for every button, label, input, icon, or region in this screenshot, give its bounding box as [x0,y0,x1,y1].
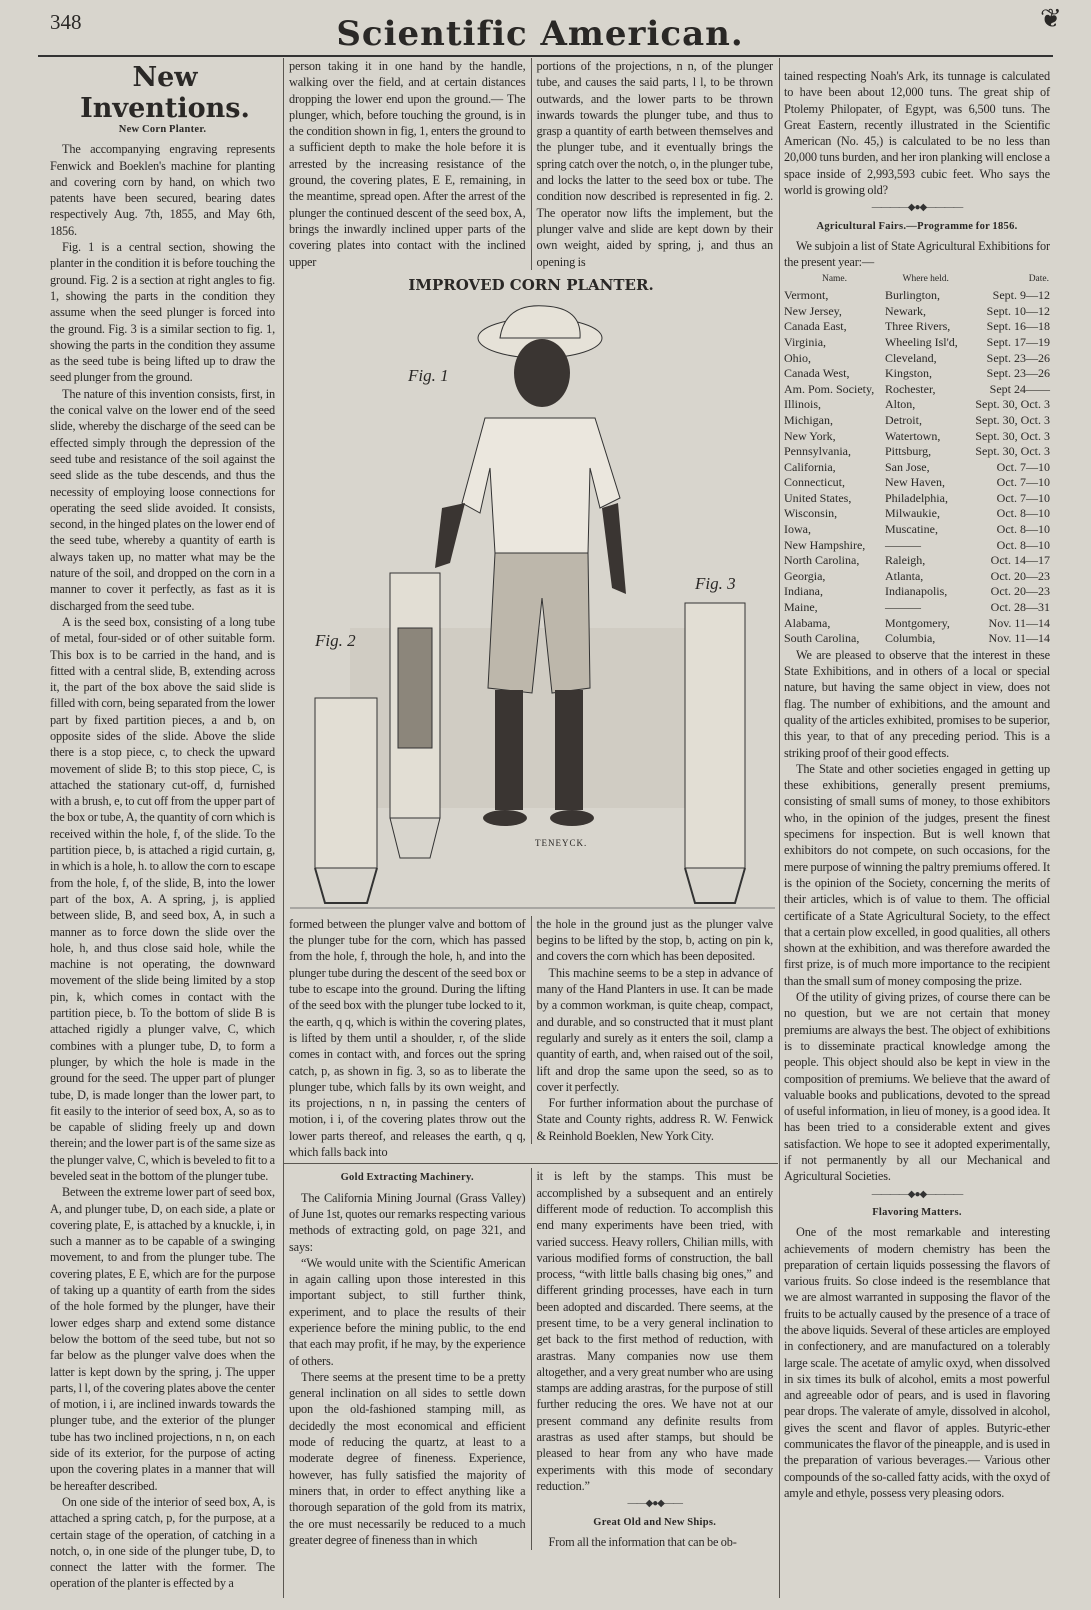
table-row [784,397,1050,413]
fair-name: New York, [784,428,836,443]
fair-name: Am. Pom. Society, [784,381,875,396]
paragraph: The California Mining Journal (Grass Valley) of June 1st, quotes our remarks respecting various methods of extracting gold, on page 321, and says: [289,1190,526,1254]
paragraph: “We would unite with the Scientific American in again calling upon those interested in this important subject, to still further think, experiment, and to place the results of their experience before the mining public, to the end that each may profit, if he may, by the experience of others. [289,1255,526,1368]
below-illustration-columns [284,916,778,1160]
article-continuation [284,916,531,1160]
paragraph: A is the seed box, consisting of a long tube of metal, four-sided or of other suitable form. This box is to be carried in the hand, and is fitted with a central slide, B, extending across it, the part of the box above the said slide is filled with corn, being separated from the lower part by fixed partition pieces, a and b, on opposite sides of the slide. Above the slide there is a stop piece, c, to check the upward movement of slide B; to this stop piece, C, is attached the stationary cut-off, d, furnished with a brush, e, to cut off from the upper part of the box or tube, A, the quantity of corn which is received within the hole, f, of the slide. To the partition piece, b, is attached a rigid curtain, g, in which is a hole, h. to allow the corn to escape from the hole, f, of the slide, B, into the lower part of the box, A. A spring, j, is applied between slide, B, and seed box, A, in such a manner as to force down the slide over the hole, h, and thus close said hole, while the machine is not operating, the downward movement of the slide being limited by a stop pin, k, which comes in contact with the partition piece, b. To the bottom of slide B is attached rigidly a plunger valve, C, which combines with a plunger tube, D, to form a plunger, by which the hole is made in the ground for the seed. The upper part of plunger tube, D, is made longer than the lower part, to fit easily to the interior of seed box, A, so as to be capable of sliding freely up and down therein; and the lower part is of the same size as the plunger valve, C, which is beveled to fit to a beveled seat in the bottom of the plunger tube. [50,614,275,1183]
fair-location: Kingston, [884,366,932,381]
paragraph: Between the extreme lower part of seed box, A, and plunger tube, D, on each side, a plate or covering plate, E, is attached by a knuckle, i, in such a manner as to be capable of a swinging movement, to and from the plunger tube. The covering plates, E E, which are for the purpose of taking up a quantity of earth from the sides of the hole formed by the plunger, have their lower edges sharp and extend some distance below the bottom of the seed tube, but not so far below as the plunger valve does when the latter is kept down by the spring, j. The upper parts, l l, of the covering plates above the center of motion, i i, are inclined inwards towards the plunger tube, and the exterior of the plunger tube has two inclined projections, n n, on each side of its exterior, for the purpose of acting upon the covering plates in a manner that will be hereafter described. [50,1185,275,1493]
article-heading: Agricultural Fairs.—Programme for 1856. [816,220,1018,232]
top-columns [284,58,778,270]
article-new-corn-planter [50,120,275,1592]
article-heading: New Corn Planter. [118,124,207,135]
column-header: Date. [1028,273,1049,284]
article-gold-extracting [284,1168,531,1548]
fair-name: California, [784,459,836,474]
page-number: 348 [50,10,82,34]
fair-date: Oct. 20—23 [990,568,1050,583]
fair-date: Nov. 11—14 [988,631,1050,646]
section-title: New Inventions. [80,62,250,124]
middle-section [284,58,778,1550]
fair-name: Pennsylvania, [784,444,851,459]
fair-date: Sept. 16—18 [986,319,1050,334]
fair-date: Sept. 30, Oct. 3 [975,428,1050,443]
paragraph: it is left by the stamps. This must be accomplished by a subsequent and an entirely different mode of reduction. To accomplish this end many experiments have been tried, with varied success. Heavy rollers, Chilian mills, with various modified forms of construction, the ball process, “with little balls chasing big ones,” and different grinding processes, have each in turn been adopted and discarded. There seems, at the present time, to be a very general inclination to get back to the first method of reduction, with arastras. Many companies now use them altogether, and a very great number who are using stamps are adding arastras, for the purpose of still further reducing the ores. We have not at our present command any definite results from arastras as used after stamps, but should be pleased to hear from any who have made experiments with this mode of secondary reduction.” [536,1169,773,1493]
fair-location: Atlanta, [884,568,924,583]
header-rule [38,55,1053,57]
fair-location: San Jose, [884,459,930,474]
fair-name: Georgia, [784,568,826,583]
fair-location: Rochester, [884,381,936,396]
fair-date: Sept. 9—12 [992,288,1050,303]
fair-name: Michigan, [784,412,833,427]
masthead: Scientific American. [336,14,744,54]
fair-location: Raleigh, [884,553,926,568]
table-row [784,366,1050,382]
section-rule [284,1163,778,1164]
fair-name: South Carolina, [784,631,860,646]
fair-name: Vermont, [784,288,829,303]
fair-location: Wheeling Isl'd, [884,334,958,349]
ornament-divider: ————◆●◆———— [871,202,963,214]
paragraph: From all the information that can be ob- [548,1534,737,1549]
fair-name: New Hampshire, [784,537,866,552]
paragraph: This machine seems to be a step in advance of many of the Hand Planters in use. It can be made by a common workman, is quite cheap, compact, and durable, and so constructed that it must plant regularly and surely as it enters the soil, clamp a quantity of earth, and, when raised out of the soil, lift and drop the same upon the seed, so as to cover it perfectly. [536,965,773,1094]
fair-name: Canada East, [784,319,847,334]
fair-name: Ohio, [784,350,811,365]
table-row [784,506,1050,522]
fair-date: Oct. 8—10 [996,522,1050,537]
fair-location: Montgomery, [884,615,950,630]
fair-name: Indiana, [784,584,823,599]
ornament-divider: ——◆●◆—— [627,1498,682,1510]
article-continuation [284,58,531,270]
fair-name: North Carolina, [784,553,860,568]
column-rule [779,58,780,1598]
article-gold-extracting-cont [531,1168,779,1550]
table-row [784,569,1050,585]
article-heading: Gold Extracting Machinery. [340,1172,474,1184]
fair-location: Cleveland, [884,350,937,365]
paragraph: formed between the plunger valve and bottom of the plunger tube for the corn, which has passed from the hole, f, through the hole, h, and into the plunger tube during the descent of the seed box or tube to escape into the ground. During the lifting of the seed box with the plunger tube locked to it, the earth, q q, which is within the covering plates, is lifted by them until a shoulder, r, of the slide comes in contact with, and forces out the spring catch, p, as shown in fig. 3, so as to liberate the plunger tube, which falls by its own weight, and its projections, n n, in passing the centers of motion, i i, of the covering plates throw out the lower parts thereof, and releases the earth, q q, which falls back into [289,916,526,1160]
fair-date: Oct. 8—10 [996,506,1050,521]
paragraph: One of the most remarkable and interesting achievements of modern chemistry has been the preparation of certain liquids possessing the flavors of various fruits. So close indeed is the resemblance that we are almost warranted in supposing the flavor of the fruits to be actually caused by the presence of a trace of the above liquids. Several of these articles are employed in confectionery, and are manufactured on a tolerably large scale. The acetate of amylic oxyd, when dissolved in six times its bulk of alcohol, emits a most powerful and agreeable odor of pears, and is used in flavoring pear drops. The valerate of amyle, dissolved in alcohol, gives the scent and flavor of apples. Butyric-ether communicates the flavor of the pineapple, and is used in the preparation of various beverages.— Various other compounds of the so-called fatty acids, with the oxyd of amyle and ethyle, possess very pleasing odors. [784,1225,1050,1500]
table-row [784,491,1050,507]
fair-location: New Haven, [884,475,945,490]
right-column [784,68,1050,1501]
table-row [784,304,1050,320]
table-row [784,475,1050,491]
fair-date: Oct. 20—23 [990,584,1050,599]
fair-date: Sept. 10—12 [986,303,1050,318]
fair-location: ——— [884,537,921,552]
fair-location: ——— [884,600,921,615]
paragraph: The nature of this invention consists, first, in the conical valve on the lower end of the seed slide, whereby the discharge of the seed can be effected simply through the depression of the seed tube and resistance of the soil against the seed slide as the tube descends, and thus the necessity of employing loose connections for operating the seed slide avoided. It consists, second, in the hinged plates on the lower end of the seed tube, whereby a quantity of earth is always taken up, no matter what may be the nature of the soil, and dropped on the corn in a manner to cover it perfectly, as fast as it is discharged from the seed tube. [50,386,275,613]
corner-ornament: ❦ [1040,4,1062,33]
fair-name: New Jersey, [784,303,842,318]
fair-location: Burlington, [884,288,940,303]
fair-location: Pittsburg, [884,444,932,459]
fair-location: Muscatine, [884,522,938,537]
fair-date: Oct. 7—10 [996,475,1050,490]
column-header: Where held. [902,273,949,284]
fair-location: Columbia, [884,631,936,646]
fair-name: Wisconsin, [784,506,838,521]
fair-location: Indianapolis, [884,584,948,599]
table-row [784,335,1050,351]
fig3-label: Fig. 3 [695,573,736,593]
paragraph: Fig. 1 is a central section, showing the planter in the condition it is before touching the ground. Fig. 2 is a section at right angles to fig. 1, showing the parts in the condition they assume when the seed plunger is forced into the ground. Fig. 3 is a similar section to fig. 1, showing the parts in the condition they assume as the seed tube is being lifted up to draw the seed plunger from the ground. [50,240,275,385]
gold-columns [284,1168,778,1550]
table-row [784,429,1050,445]
paragraph: Of the utility of giving prizes, of course there can be no question, but we are not certain that money premiums are always the best. The object of exhibitions is to disseminate practical knowledge among the people. This object should also be kept in view in the composition of premiums. We believe that the award of valuable books and publications, devoted to the spread of useful information, in lieu of money, is a good idea. It has been tried to a considerable extent and gives satisfaction. We hope to see it adopted experimentally, if not permanently by all our Mechanical and Agricultural Societies. [784,990,1050,1184]
fair-date: Sept. 17—19 [986,334,1050,349]
fair-date: Sept. 30, Oct. 3 [975,397,1050,412]
table-row [784,522,1050,538]
fair-location: Alton, [884,397,916,412]
table-row [784,584,1050,600]
engraver-signature: TENEYCK. [535,837,588,848]
fair-name: Illinois, [784,397,822,412]
fair-name: Canada West, [784,366,850,381]
fair-date: Sept. 30, Oct. 3 [975,444,1050,459]
paragraph: We subjoin a list of State Agricultural Exhibitions for the present year:— [784,238,1050,270]
fair-date: Sept. 23—26 [986,366,1050,381]
fair-date: Oct. 28—31 [990,600,1050,615]
fair-location: Milwaukie, [884,506,940,521]
table-row [784,288,1050,304]
article-heading: Flavoring Matters. [872,1206,962,1218]
fair-date: Nov. 11—14 [988,615,1050,630]
fair-location: Detroit, [884,412,922,427]
table-row [784,319,1050,335]
article-heading: Great Old and New Ships. [593,1516,717,1528]
fig2-label: Fig. 2 [315,630,356,650]
engraving-image [290,298,775,916]
ornament-divider: ————◆●◆———— [871,1188,963,1200]
column-header: Name. [821,273,848,284]
fair-name: Alabama, [784,615,831,630]
paragraph: The State and other societies engaged in getting up these exhibitions, generally present premiums, consisting of small sums of money, to those exhibitors who, in the opinion of the judges, present the finest specimens for inspection. But is well known that exhibitors do not compete, on such occasions, for the mere purpose of winning the paltry premiums offered. It is the opinion of the Society, concerning the merits of their articles, which is of value to them. The official certificate of a State Agricultural Society, to the effect that a certain plow excelled, in good qualities, all others shown at the exhibition, and was therefore awarded the first prize, is of much more importance to the recipient than the small sum of money composing the prize. [784,761,1050,988]
fairs-table [784,271,1050,647]
fair-date: Sept 24—— [989,381,1050,396]
paragraph: person taking it in one hand by the handle, walking over the field, and at certain distances dropping the lower end upon the ground.— The plunger, which, before touching the ground, is in the condition shown in fig, 1, enters the ground to a sufficient depth to make the hole before it is arrested by the increasing resistance of the ground, the covering plates, E E, remaining, in the meantime, spread open. After the arrest of the plunger the continued descent of the seed box, A, brings the inwardly inclined upper parts of the covering plates into contact with the inclined upper [289,59,526,269]
table-row [784,538,1050,554]
table-row [784,600,1050,616]
table-row [784,351,1050,367]
fair-date: Sept. 30, Oct. 3 [975,412,1050,427]
fair-name: United States, [784,490,852,505]
fair-name: Maine, [784,600,818,615]
fair-location: Watertown, [884,428,941,443]
table-row [784,413,1050,429]
fig1-label: Fig. 1 [408,365,449,385]
paragraph: For further information about the purchase of State and County rights, address R. W. Fenwick & Reinhold Boeklen, New York City. [536,1096,773,1143]
paragraph: tained respecting Noah's Ark, its tunnage is calculated to have been about 12,000 tuns. The great ship of Ptolemy Philopater, of Egypt, was 6,500 tuns. The Great Eastern, recently illustrated in the Scientific American (No. 45,) is calculated to be no less than 20,000 tuns burden, and her iron planking will enclose a space inside of 2,993,593 cubic feet. Who says the world is growing old? [784,69,1050,198]
table-row [784,460,1050,476]
table-row [784,553,1050,569]
fair-date: Oct. 7—10 [996,459,1050,474]
paragraph: There seems at the present time to be a pretty general inclination on all sides to settle down upon the old-fashioned stamping mill, as decidedly the most economical and efficient mode of reducing the quartz, at least to a moderate degree of fineness. Experience, however, has fully satisfied the majority of miners that, in order to effect anything like a thorough separation of the gold from its matrix, the ore must necessarily be reduced to a much greater degree of fineness than in which [289,1369,526,1547]
fair-location: Three Rivers, [884,319,951,334]
paragraph: The accompanying engraving represents Fenwick and Boeklen's machine for planting and covering corn by hand, on which two patents have been secured, bearing dates respectively Aug. 7th, 1855, and May 6th, 1856. [50,142,275,238]
table-row [784,631,1050,647]
fair-location: Newark, [884,303,926,318]
fair-name: Iowa, [784,522,811,537]
table-row [784,382,1050,398]
fair-date: Oct. 8—10 [996,537,1050,552]
fair-name: Connecticut, [784,475,845,490]
fair-date: Oct. 7—10 [996,490,1050,505]
article-continuation [531,916,779,1144]
article-continuation [531,58,779,270]
fair-date: Oct. 14—17 [990,553,1050,568]
paragraph: portions of the projections, n n, of the plunger tube, and causes the said parts, l l, to be thrown outwards, and the lower parts to be thrown inwards towards the plunger tube, and thus to grasp a quantity of earth between themselves and the plunger tube, and it eventually brings the spring catch over the notch, o, in the plunger tube, and locks the latter to the seed box or tube. The condition now described is represented in fig. 2. The operator now lifts the implement, but the plunger valve and slide are kept down by their own weight, aided by spring, j, and thus an opening is [536,59,773,269]
illustration-title: IMPROVED CORN PLANTER. [408,275,654,294]
fair-date: Sept. 23—26 [986,350,1050,365]
table-row [784,444,1050,460]
paragraph: We are pleased to observe that the interest in these State Exhibitions, and in others of a local or special nature, but having the same object in view, does not flag. The number of exhibitions, and the amount and quality of the articles exhibited, promises to be superior, this year, to that of any preceding period. This is a striking proof of their good effects. [784,647,1050,760]
table-row [784,616,1050,632]
paragraph: the hole in the ground just as the plunger valve begins to be lifted by the stop, b, acting on pin k, and covers the corn which has been deposited. [536,916,773,964]
corn-planter-engraving [290,298,775,916]
fair-location: Philadelphia, [884,490,948,505]
fair-name: Virginia, [784,334,827,349]
paragraph: On one side of the interior of seed box, A, is attached a spring catch, p, for the purpose, at a certain stage of the operation, of catching in a notch, o, in one side of the plunger tube, D, to connect the latter with the former. The operation of the planter is effected by a [50,1494,275,1591]
